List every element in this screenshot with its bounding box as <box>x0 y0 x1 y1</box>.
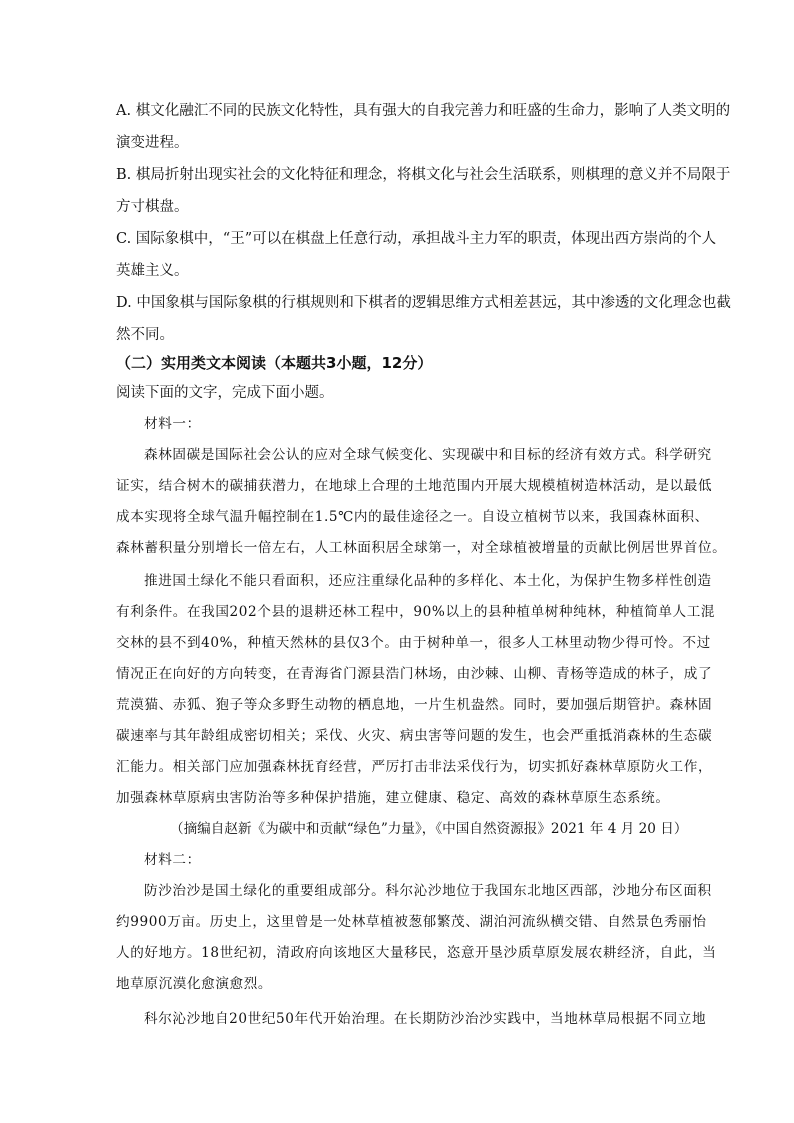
material1-para2-line: 推进国土绿化不能只看面积，还应注重绿化品种的多样化、本土化，为保护生物多样性创造 <box>144 573 712 589</box>
material1-para2-line: 荒漠猫、赤狐、狍子等众多野生动物的栖息地，一片生机盎然。同时，要加强后期管护。森林固 <box>116 697 713 713</box>
material1-para1-line: 森林固碳是国际社会公认的应对全球气候变化、实现碳中和目标的经济有效方式。科学研究 <box>144 447 712 463</box>
material1-para1-line: 成本实现将全球气温升幅控制在1.5℃内的最佳途径之一。自设立植树节以来，我国森林面积、 <box>116 509 709 525</box>
material2-para1-line: 约9900万亩。历史上，这里曾是一处林草植被葱郁繁茂、湖泊河流纵横交错、自然景色秀丽怡 <box>116 914 707 930</box>
material2-para2-line: 科尔沁沙地自20世纪50年代开始治理。在长期防沙治沙实践中，当地林草局根据不同立地 <box>144 1011 707 1027</box>
material1-para2-line: 有利条件。在我国202个县的退耕还林工程中，90%以上的县种植单树种纯林，种植简单人工混 <box>116 604 716 620</box>
option-d-line2: 然不同。 <box>116 327 174 343</box>
instruction-text: 阅读下面的文字，完成下面小题。 <box>116 385 334 401</box>
material1-para2-line: 碳速率与其年龄组成密切相关；采伐、火灾、病虫害等问题的发生，也会严重抵消森林的生态碳 <box>116 728 713 744</box>
option-b-line2: 方寸棋盘。 <box>116 199 189 215</box>
material1-para2-line: 汇能力。相关部门应加强森林抚育经营，严厉打击非法采伐行为，切实抓好森林草原防火工作， <box>116 759 713 775</box>
section-heading: （二）实用类文本阅读（本题共3小题，12分） <box>116 354 433 372</box>
material1-label: 材料一： <box>144 416 201 432</box>
material1-para2-line: 情况正在向好的方向转变，在青海省门源县浩门林场，由沙棘、山柳、青杨等造成的林子，成了 <box>116 666 713 682</box>
material1-para2-line: 加强森林草原病虫害防治等多种保护措施，建立健康、稳定、高效的森林草原生态系统。 <box>116 790 670 806</box>
material1-para2-line: 交林的县不到40%，种植天然林的县仅3个。由于树种单一，很多人工林里动物少得可怜。不过 <box>116 635 711 651</box>
option-a-line1: A. 棋文化融汇不同的民族文化特性，具有强大的自我完善力和旺盛的生命力，影响了人类文明的 <box>116 103 731 119</box>
material2-para1-line: 地草原沉漠化愈演愈烈。 <box>116 976 273 992</box>
material2-label: 材料二： <box>144 852 201 868</box>
option-c-line1: C. 国际象棋中，“王”可以在棋盘上任意行动，承担战斗主力军的职责，体现出西方崇尚的个人 <box>116 231 717 247</box>
material1-para1-line: 证实，结合树木的碳捕获潜力，在地球上合理的土地范围内开展大规模植树造林活动，是以最低 <box>116 478 713 494</box>
material1-para1-line: 森林蓄积量分别增长一倍左右，人工林面积居全球第一，对全球植被增量的贡献比例居世界首位。 <box>116 540 727 556</box>
option-d-line1: D. 中国象棋与国际象棋的行棋规则和下棋者的逻辑思维方式相差甚远，其中渗透的文化理念也截 <box>116 295 731 311</box>
option-c-line2: 英雄主义。 <box>116 263 189 279</box>
option-b-line1: B. 棋局折射出现实社会的文化特征和理念，将棋文化与社会生活联系，则棋理的意义并不局限于 <box>116 167 731 183</box>
material2-para1-line: 人的好地方。18世纪初，清政府向该地区大量移民，恣意开垦沙质草原发展农耕经济，自此，当 <box>116 945 717 961</box>
material1-source: （摘编自赵新《为碳中和贡献“绿色”力量》，《中国自然资源报》2021 年 4 月 20 日） <box>170 821 688 837</box>
material2-para1-line: 防沙治沙是国土绿化的重要组成部分。科尔沁沙地位于我国东北地区西部，沙地分布区面积 <box>144 883 712 899</box>
option-a-line2: 演变进程。 <box>116 135 189 151</box>
